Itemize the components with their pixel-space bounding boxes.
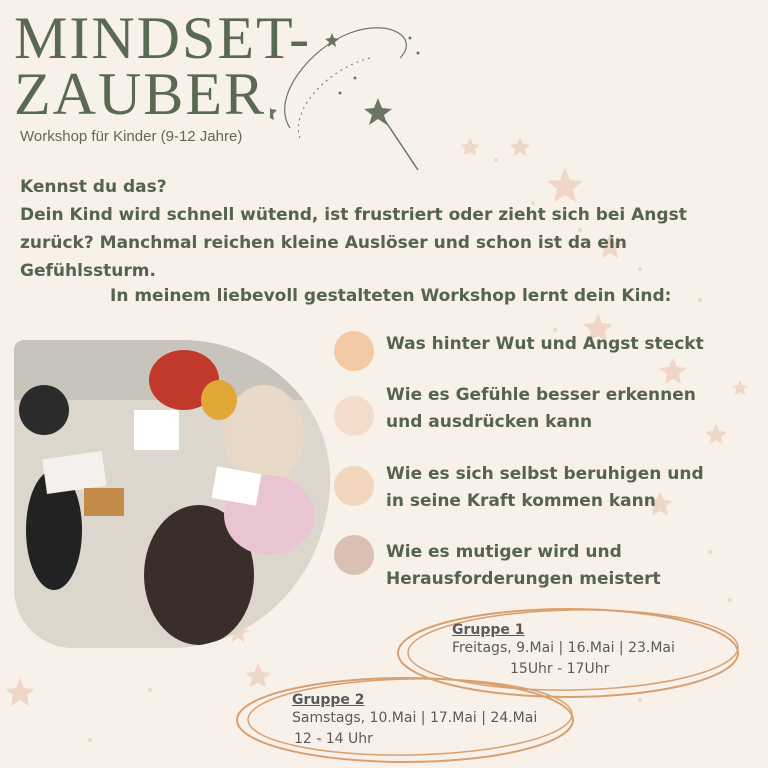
bullet-text-3 [386, 461, 746, 515]
group-2-days: Samstags, 10.Mai | 17.Mai | 24.Mai [292, 710, 538, 726]
bullet-1-line-1: Was hinter Wut und Angst steckt [386, 334, 704, 354]
bullet-2-line-2: und ausdrücken kann [386, 412, 593, 432]
bullet-text-2 [386, 382, 746, 436]
subtitle: Workshop für Kinder (9-12 Jahre) [20, 128, 243, 145]
bullet-4-line-2: Herausforderungen meistert [386, 569, 661, 589]
bullet-dot-2 [334, 396, 374, 436]
bullet-3-line-2: in seine Kraft kommen kann [386, 491, 656, 511]
group-1-label: Gruppe 1 [452, 622, 525, 638]
bullet-2-line-1: Wie es Gefühle besser erkennen [386, 385, 696, 405]
bullet-4-line-1: Wie es mutiger wird und [386, 542, 622, 562]
bullet-dot-3 [334, 466, 374, 506]
bullet-3-line-1: Wie es sich selbst beruhigen und [386, 464, 704, 484]
group-2-block [292, 692, 537, 750]
bullet-dot-1 [334, 331, 374, 371]
intro-question: Kennst du das? [20, 177, 167, 197]
intro-text: Dein Kind wird schnell wütend, ist frustriert oder zieht sich bei Angst zurück? Manchmal reichen kleine Auslöser und schon ist da ein Gefühlssturm. [20, 205, 687, 281]
group-1-time: 15Uhr - 17Uhr [510, 661, 610, 677]
bullet-dot-4 [334, 535, 374, 575]
bullet-text-1 [386, 331, 746, 358]
intro-block [20, 173, 740, 285]
title-line-1: MINDSET- [14, 5, 312, 71]
title-line-2: ZAUBER [14, 61, 266, 127]
group-1-days: Freitags, 9.Mai | 16.Mai | 23.Mai [452, 640, 675, 656]
group-2-time: 12 - 14 Uhr [294, 731, 373, 747]
lead-text: In meinem liebevoll gestalteten Workshop lernt dein Kind: [110, 286, 672, 306]
bullet-text-4 [386, 539, 746, 593]
group-2-label: Gruppe 2 [292, 692, 365, 708]
